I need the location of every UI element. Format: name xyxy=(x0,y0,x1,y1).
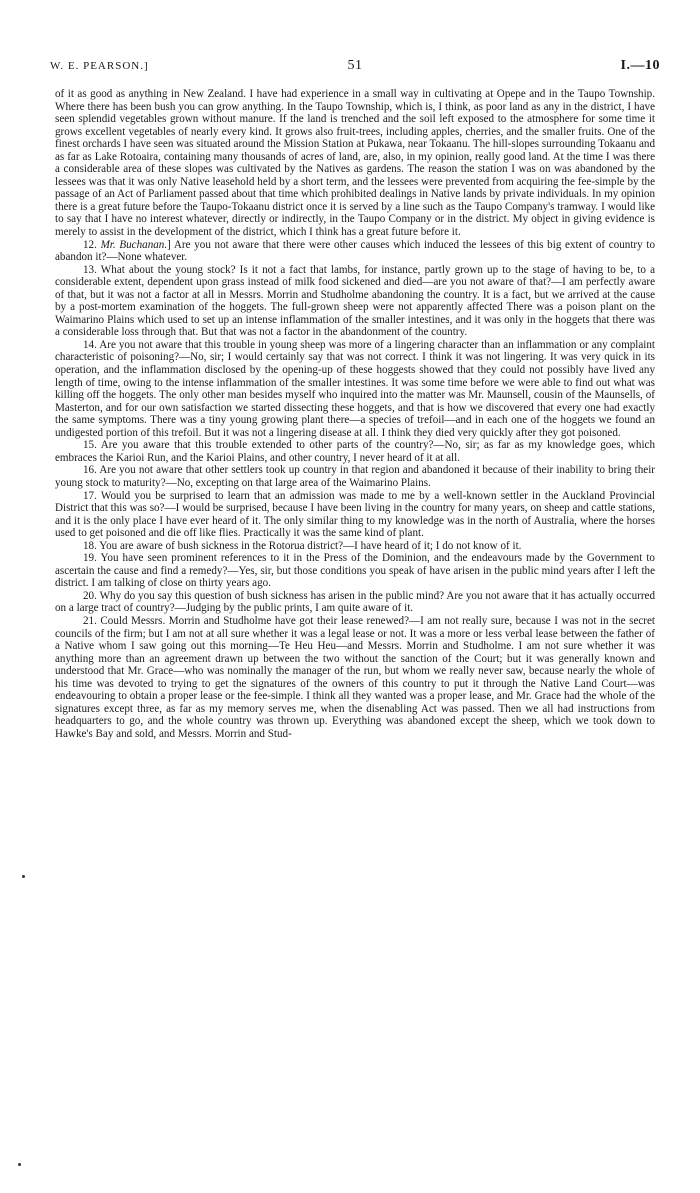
paragraph-text: What about the young stock? Is it not a fact that lambs, for instance, partly grown up to the stage of having to be, to a considerable extent, dependent upon grass instead of milk food sickened and died—are you not aware of that?—I am perfectly aware of that, but it was not a factor at all in Messrs. Morrin and Studholme abandoning the country. It is a fact, but we arrived at the cause by a post-mortem examination of the hoggets. The full-grown sheep were not apparently affected There was a poison plant on the Waimarino Plains which used to set up an intense inflammation of the smaller intestines, and it was only in the hoggets that there was a considerable loss through that. But that was not a factor in the abandonment of the country. xyxy=(55,263,655,339)
question-number: 21. xyxy=(83,614,101,627)
margin-dot xyxy=(22,875,25,878)
question-14 xyxy=(55,339,655,439)
question-21 xyxy=(55,615,655,740)
question-number: 15. xyxy=(83,439,101,452)
paragraph-text: Could Messrs. Morrin and Studholme have got their lease renewed?—I am not really sure, because I was not in the secret councils of the firm; but I am not at all sure whether it was a legal lease or not. It was a more or less verbal lease between the father of a Native whom I saw going out this morning—Te Heu Heu—and Messrs. Morrin and Studholme. I am not sure whether it was anything more than an agreement drawn up between the two without the sanction of the Court; but it was generally known and understood that Mr. Grace—who was nominally the manager of the run, but whom we really never saw, because nearly the whole of his time was devoted to trying to get the signatures of the owners of this country to put it through the Native Land Court—was endeavouring to obtain a proper lease or the fee-simple. I think all they wanted was a proper lease, and Mr. Grace had the whole of the signatures except three, as far as my memory serves me, when the disenabling Act was passed. Then we all had instructions from headquarters to go, and the whole country was thrown up. Everything was abandoned except the sheep, which we took down to Hawke's Bay and sold, and Messrs. Morrin and Stud- xyxy=(55,614,655,740)
question-17 xyxy=(55,490,655,540)
paragraph-text: of it as good as anything in New Zealand. I have had experience in a small way in cultivating at Opepe and in the Taupo Township. Where there has been bush you can grow anything. In the Taupo Township, which is, I think, as poor land as any in the district, I have seen splendid vegetables grown without manure. If the land is trenched and the soil left exposed to the atmosphere for some time it grows excellent vegetables of nearly every kind. It grows also fruit-trees, including apples, cherries, and the smaller fruits. One of the finest orchards I have seen was situated around the Mission Station at Pukawa, near Tokaanu. The hill-slopes surrounding Tokaanu and as far as Lake Rotoaira, containing many thousands of acres of land, are, also, in my opinion, really good land. At the time I was there a considerable area of these slopes was cultivated by the Natives as gardens. The reason the station I was on was abandoned by the lessees was that it was only Native leasehold held by a short term, and the lessees were prevented from acquiring the fee-simple by the passage of an Act of Parliament passed about that time which prohibited dealings in Native lands by private individuals. In my opinion there is a great future before the Taupo-Tokaanu district once it is served by a line such as the Taupo Company's tramway. I would like to say that I have no interest whatever, directly or indirectly, in the Taupo Company or in the district. My object in giving evidence is merely to assist in the development of the district, which I think has a great future before it. xyxy=(55,88,655,239)
question-18 xyxy=(55,540,655,553)
question-number: 18. xyxy=(83,539,100,552)
paragraph-text: Would you be surprised to learn that an admission was made to me by a well-known settler in the Auckland Provincial District that this was so?—I would be surprised, because I have been living in the country for many years, on sheep and cattle stations, and it is the only place I have ever heard of it. The only similar thing to my knowledge was in the north of Australia, where the horses used to get poisoned and die off like flies. Practically it was the same kind of plant. xyxy=(55,489,655,540)
paragraph-text: Are you not aware that this trouble in young sheep was more of a lingering character than an inflammation or any complaint characteristic of poisoning?—No, sir; I would certainly say that was not correct. I think it was not lingering. It was very quick in its operation, and the inflammation disclosed by the opening-up of these hoggests showed that they could not possibly have lived any length of time, owing to the intense inflammation of the smaller intestines. It was some time before we were able to find out what was killing off the hoggets. The only other man besides myself who inquired into the matter was Mr. Maunsell, cousin of the Maunsells, of Masterton, and for our own satisfaction we started dissecting these hoggets, and that is how we discovered that every one had exactly the same symptoms. There was a tiny young growing plant there—a species of trefoil—and in each one of the hoggets we found an undigested portion of this trefoil. But it was not a lingering disease at all. I think they died very quickly after they got poisoned. xyxy=(55,338,656,439)
question-number: 12. xyxy=(83,238,101,251)
question-12 xyxy=(55,239,655,264)
document-reference: I.—10 xyxy=(620,58,660,73)
paragraph-text: ] Are you not aware that there were other causes which induced the lessees of this big extent of country to abandon it?—None whatever. xyxy=(55,238,655,264)
question-number: 16. xyxy=(83,464,100,477)
question-16 xyxy=(55,464,655,489)
margin-dot xyxy=(18,1163,21,1166)
page-header xyxy=(50,58,660,78)
document-body xyxy=(55,88,655,740)
paragraph-continuation xyxy=(55,88,655,239)
paragraph-text: Are you aware that this trouble extended to other parts of the country?—No, sir; as far as my knowledge goes, which embraces the Karioi Run, and the Karioi Plains, and other country, I never heard of it at all. xyxy=(55,439,655,464)
question-15 xyxy=(55,439,655,464)
speaker-name: Mr. Buchanan. xyxy=(100,238,168,251)
question-number: 20. xyxy=(83,589,100,602)
question-19 xyxy=(55,552,655,590)
paragraph-text: You have seen prominent references to it in the Press of the Dominion, and the endeavours made by the Government to ascertain the cause and find a remedy?—Yes, sir, but those conditions you speak of have arisen in the public mind years after I left the district. I am talking of close on thirty years ago. xyxy=(55,552,655,590)
question-number: 19. xyxy=(83,552,101,565)
paragraph-text: Are you not aware that other settlers took up country in that region and abandoned it because of their inability to bring their young stock to maturity?—No, excepting on that large area of the Waimarino Plains. xyxy=(55,464,655,489)
question-13 xyxy=(55,264,655,339)
question-20 xyxy=(55,590,655,615)
witness-name: W. E. PEARSON.] xyxy=(50,60,149,72)
question-number: 14. xyxy=(83,338,100,351)
page-number: 51 xyxy=(347,58,363,73)
question-number: 13. xyxy=(83,263,101,276)
question-number: 17. xyxy=(83,489,101,502)
paragraph-text: You are aware of bush sickness in the Rotorua district?—I have heard of it; I do not know of it. xyxy=(99,539,522,552)
paragraph-text: Why do you say this question of bush sickness has arisen in the public mind? Are you not aware that it has actually occurred on a large tract of country?—Judging by the public prints, I am quite aware of it. xyxy=(55,589,655,615)
